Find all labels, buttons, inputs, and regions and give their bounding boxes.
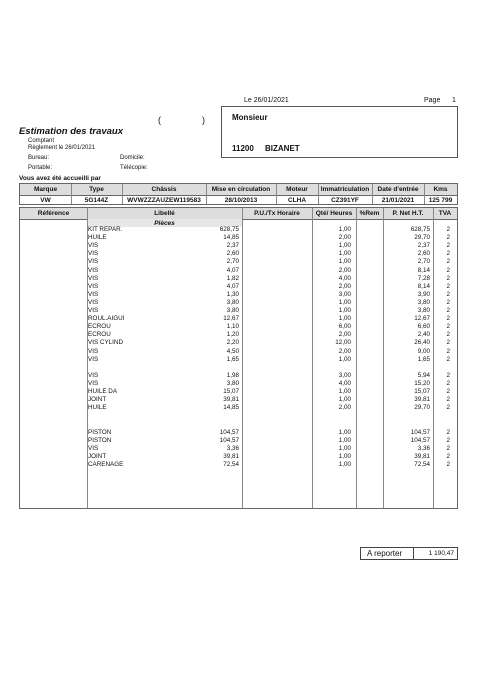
row-tva: 2 <box>446 339 450 347</box>
table-row <box>19 226 458 234</box>
row-net-price: 104,57 <box>410 428 430 436</box>
table-row <box>19 429 458 437</box>
row-quantity: 1,00 <box>338 444 351 452</box>
row-libelle: VIS <box>88 274 99 282</box>
row-tva: 2 <box>446 428 450 436</box>
telecopie-label: Télécopie: <box>120 165 148 171</box>
row-net-price: 12,67 <box>414 315 430 323</box>
carry-forward-label: A reporter <box>367 549 403 558</box>
row-net-price: 8,14 <box>417 266 430 274</box>
row-quantity: 1,00 <box>338 460 351 468</box>
row-tva: 2 <box>446 307 450 314</box>
row-net-price: 2,70 <box>417 258 430 266</box>
row-quantity: 6,00 <box>338 323 351 331</box>
vehicle-header-type: Type <box>89 186 104 193</box>
carry-forward-box <box>360 547 458 560</box>
row-unit-price: 2,37 <box>226 242 239 250</box>
vehicle-header-kms: Kms <box>433 186 448 193</box>
client-city: BIZANET <box>265 144 300 153</box>
row-unit-price: 628,75 <box>219 226 239 233</box>
row-quantity: 4,00 <box>338 274 351 282</box>
row-net-price: 15,20 <box>414 379 430 387</box>
row-net-price: 1,65 <box>417 355 430 363</box>
vehicle-moteur: CLHA <box>287 196 307 204</box>
date-text: Le 26/01/2021 <box>244 97 289 104</box>
row-unit-price: 1,98 <box>226 371 239 379</box>
row-tva: 2 <box>446 379 450 387</box>
row-libelle: VIS <box>88 347 99 355</box>
table-row <box>19 250 458 258</box>
row-net-price: 7,28 <box>417 274 430 282</box>
row-tva: 2 <box>446 242 450 250</box>
row-quantity: 1,00 <box>338 258 351 266</box>
row-unit-price: 3,80 <box>226 307 239 314</box>
row-tva: 2 <box>446 258 450 266</box>
table-row <box>19 291 458 299</box>
table-row <box>19 445 458 453</box>
paren-left: ( <box>158 115 161 125</box>
row-net-price: 9,00 <box>417 347 430 355</box>
row-unit-price: 1,30 <box>226 290 239 298</box>
row-quantity: 4,00 <box>338 379 351 387</box>
carry-forward-value: 1 190,47 <box>428 550 454 557</box>
settlement-date: Règlement le 26/01/2021 <box>28 145 96 151</box>
row-net-price: 8,14 <box>417 282 430 290</box>
vehicle-header-moteur: Moteur <box>286 186 308 193</box>
row-quantity: 1,00 <box>338 355 351 363</box>
row-net-price: 29,70 <box>414 234 430 242</box>
row-unit-price: 3,36 <box>226 444 239 452</box>
row-quantity: 1,00 <box>338 452 351 460</box>
row-tva: 2 <box>446 234 450 242</box>
row-tva: 2 <box>446 298 450 306</box>
row-libelle: VIS <box>88 242 99 250</box>
table-row <box>19 412 458 420</box>
row-unit-price: 72,54 <box>223 460 239 468</box>
lines-header-qty: Qté/ Heures <box>315 210 353 217</box>
row-libelle: VIS <box>88 282 99 290</box>
row-libelle: VIS <box>88 355 99 363</box>
table-row <box>19 404 458 412</box>
table-row <box>19 234 458 242</box>
row-net-price: 2,60 <box>417 250 430 258</box>
vehicle-type: 5G144Z <box>84 196 109 204</box>
table-row <box>19 388 458 396</box>
portable-label: Portable: <box>28 165 53 171</box>
row-tva: 2 <box>446 226 450 233</box>
row-libelle: VIS <box>88 379 99 387</box>
table-row <box>19 275 458 283</box>
table-row <box>19 267 458 275</box>
row-unit-price: 1,10 <box>226 323 239 331</box>
row-net-price: 39,81 <box>414 452 430 460</box>
row-unit-price: 39,81 <box>223 452 239 460</box>
row-unit-price: 4,07 <box>226 282 239 290</box>
lines-header-reference: Référence <box>37 210 70 217</box>
row-tva: 2 <box>446 404 450 412</box>
row-net-price: 628,75 <box>410 226 430 233</box>
row-quantity: 2,00 <box>338 266 351 274</box>
table-row <box>19 242 458 250</box>
page-number: 1 <box>452 97 456 104</box>
vehicle-header-date-entree: Date d'entrée <box>377 186 419 193</box>
bureau-label: Bureau: <box>28 155 50 161</box>
row-libelle: VIS <box>88 266 99 274</box>
table-row <box>19 420 458 428</box>
row-libelle: VIS <box>88 371 99 379</box>
row-net-price: 3,80 <box>417 307 430 314</box>
paren-right: ) <box>202 115 205 125</box>
row-net-price: 3,36 <box>417 444 430 452</box>
row-net-price: 6,60 <box>417 323 430 331</box>
table-row <box>19 307 458 315</box>
client-address-box <box>221 106 458 158</box>
row-tva: 2 <box>446 452 450 460</box>
row-unit-price: 12,67 <box>223 315 239 323</box>
row-tva: 2 <box>446 266 450 274</box>
row-libelle: VIS CYLIND <box>88 339 123 347</box>
row-tva: 2 <box>446 388 450 395</box>
vehicle-immatriculation: CZ391YF <box>331 196 359 204</box>
table-row <box>19 453 458 461</box>
row-libelle: ROUL.AIGUI <box>88 315 125 323</box>
row-libelle: HUILE <box>88 234 107 242</box>
row-libelle: VIS <box>88 250 99 258</box>
row-libelle: VIS <box>88 444 99 452</box>
row-libelle: VIS <box>88 307 99 314</box>
lines-header-tva: TVA <box>438 210 452 217</box>
row-unit-price: 3,80 <box>226 298 239 306</box>
vehicle-chassis: WVWZZZAUZEW119583 <box>127 196 201 204</box>
vehicle-header-chassis: Châssis <box>151 186 177 193</box>
row-unit-price: 14,85 <box>223 404 239 412</box>
vehicle-header-immatriculation: Immatriculation <box>320 186 370 193</box>
row-net-price: 2,37 <box>417 242 430 250</box>
row-tva: 2 <box>446 444 450 452</box>
row-quantity: 1,00 <box>338 436 351 444</box>
row-quantity: 3,00 <box>338 290 351 298</box>
row-quantity: 12,00 <box>335 339 351 347</box>
row-libelle: VIS <box>88 258 99 266</box>
client-salutation: Monsieur <box>232 113 268 122</box>
vehicle-date-entree: 21/01/2021 <box>381 196 415 204</box>
row-quantity: 1,00 <box>338 428 351 436</box>
row-unit-price: 104,57 <box>219 428 239 436</box>
client-postcode: 11200 <box>232 144 254 153</box>
row-net-price: 104,57 <box>410 436 430 444</box>
row-libelle: ECROU <box>88 331 111 339</box>
payment-mode: Comptant <box>28 138 55 144</box>
row-quantity: 3,00 <box>338 371 351 379</box>
row-unit-price: 15,07 <box>223 388 239 395</box>
lines-header-net: P. Net H.T. <box>392 210 424 217</box>
row-unit-price: 104,57 <box>219 436 239 444</box>
row-quantity: 1,00 <box>338 226 351 233</box>
table-row <box>19 348 458 356</box>
row-quantity: 1,00 <box>338 396 351 404</box>
welcome-text: Vous avez été accueilli par <box>19 175 101 182</box>
row-quantity: 2,00 <box>338 404 351 412</box>
lines-header-libelle: Libellé <box>154 210 175 217</box>
row-unit-price: 4,50 <box>226 347 239 355</box>
row-libelle: JOINT <box>88 396 107 404</box>
table-row <box>19 380 458 388</box>
page-label: Page <box>424 97 441 104</box>
row-unit-price: 2,20 <box>226 339 239 347</box>
row-libelle: PISTON <box>88 436 112 444</box>
row-libelle: JOINT <box>88 452 107 460</box>
row-net-price: 3,90 <box>417 290 430 298</box>
table-row <box>19 396 458 404</box>
row-unit-price: 14,85 <box>223 234 239 242</box>
row-libelle: VIS <box>88 298 99 306</box>
vehicle-header-marque: Marque <box>33 186 58 193</box>
row-unit-price: 2,60 <box>226 250 239 258</box>
row-tva: 2 <box>446 315 450 323</box>
table-row <box>19 299 458 307</box>
row-tva: 2 <box>446 460 450 468</box>
document-title: Estimation des travaux <box>19 126 124 137</box>
vehicle-kms: 125 799 <box>428 196 453 204</box>
row-tva: 2 <box>446 436 450 444</box>
row-unit-price: 1,65 <box>226 355 239 363</box>
row-quantity: 2,00 <box>338 331 351 339</box>
row-tva: 2 <box>446 290 450 298</box>
table-row <box>19 315 458 323</box>
row-quantity: 1,00 <box>338 298 351 306</box>
row-unit-price: 2,70 <box>226 258 239 266</box>
table-row <box>19 356 458 364</box>
row-tva: 2 <box>446 396 450 404</box>
table-row <box>19 461 458 469</box>
row-unit-price: 1,20 <box>226 331 239 339</box>
vehicle-mise-en-circulation: 28/10/2013 <box>224 196 258 204</box>
row-quantity: 1,00 <box>338 250 351 258</box>
row-tva: 2 <box>446 250 450 258</box>
row-tva: 2 <box>446 282 450 290</box>
vehicle-header-mise-en-circulation: Mise en circulation <box>211 186 271 193</box>
row-net-price: 72,54 <box>414 460 430 468</box>
row-net-price: 15,07 <box>414 388 430 395</box>
lines-header-pu: P.U./Tx Horaire <box>254 210 300 217</box>
section-pieces-label: Pièces <box>154 219 175 227</box>
row-libelle: PISTON <box>88 428 112 436</box>
row-libelle: KIT REPAR. <box>88 226 123 233</box>
row-net-price: 5,94 <box>417 371 430 379</box>
table-row <box>19 258 458 266</box>
vehicle-table <box>19 183 458 205</box>
domicile-label: Domicile: <box>120 155 145 161</box>
row-unit-price: 39,81 <box>223 396 239 404</box>
table-row <box>19 372 458 380</box>
vehicle-marque: VW <box>40 196 51 204</box>
row-quantity: 1,00 <box>338 315 351 323</box>
row-net-price: 26,40 <box>414 339 430 347</box>
row-quantity: 1,00 <box>338 307 351 314</box>
row-libelle: HUILE <box>88 404 107 412</box>
lines-header-rem: %Rem <box>359 210 380 217</box>
row-net-price: 2,40 <box>417 331 430 339</box>
table-row <box>19 437 458 445</box>
row-tva: 2 <box>446 371 450 379</box>
row-tva: 2 <box>446 347 450 355</box>
row-unit-price: 1,82 <box>226 274 239 282</box>
row-tva: 2 <box>446 355 450 363</box>
row-libelle: VIS <box>88 290 99 298</box>
row-libelle: ECROU <box>88 323 111 331</box>
row-unit-price: 3,80 <box>226 379 239 387</box>
row-quantity: 2,00 <box>338 234 351 242</box>
row-quantity: 2,00 <box>338 347 351 355</box>
row-libelle: HUILE DA <box>88 388 118 395</box>
table-row <box>19 339 458 347</box>
row-quantity: 2,00 <box>338 282 351 290</box>
row-net-price: 29,70 <box>414 404 430 412</box>
table-row <box>19 364 458 372</box>
row-net-price: 3,80 <box>417 298 430 306</box>
row-tva: 2 <box>446 274 450 282</box>
row-net-price: 39,81 <box>414 396 430 404</box>
row-quantity: 1,00 <box>338 242 351 250</box>
row-tva: 2 <box>446 323 450 331</box>
row-quantity: 1,00 <box>338 388 351 395</box>
row-tva: 2 <box>446 331 450 339</box>
table-row <box>19 331 458 339</box>
row-unit-price: 4,07 <box>226 266 239 274</box>
table-row <box>19 323 458 331</box>
table-row <box>19 283 458 291</box>
row-libelle: CARENAGE <box>88 460 124 468</box>
